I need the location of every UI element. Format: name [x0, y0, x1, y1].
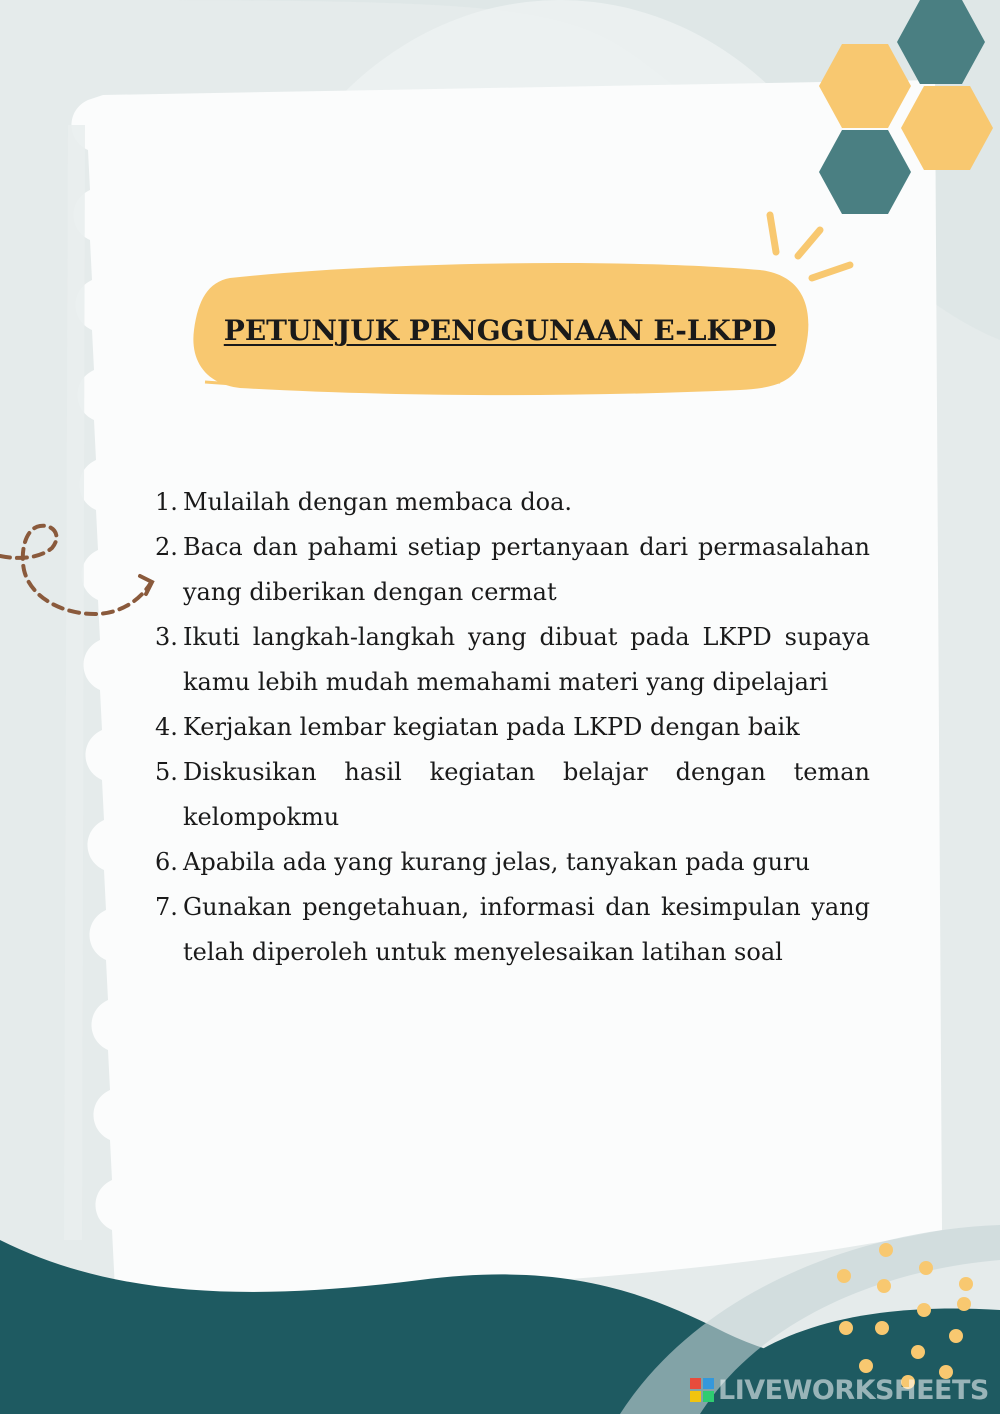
list-item [155, 885, 870, 975]
list-item [155, 525, 870, 615]
item-number: 7. [155, 893, 178, 921]
instruction-list [155, 480, 870, 975]
list-item [155, 480, 870, 525]
item-number: 4. [155, 713, 178, 741]
item-number: 2. [155, 533, 178, 561]
item-number: 3. [155, 623, 178, 651]
list-item [155, 615, 870, 705]
item-text: Mulailah dengan membaca doa. [183, 488, 573, 516]
page-title: PETUNJUK PENGGUNAAN E-LKPD [223, 314, 777, 347]
list-item [155, 840, 870, 885]
list-item [155, 750, 870, 840]
watermark-text: LIVEWORKSHEETS [718, 1374, 989, 1406]
list-item [155, 705, 870, 750]
item-text: Diskusikan hasil kegiatan belajar dengan teman kelompokmu [183, 758, 870, 831]
item-number: 6. [155, 848, 178, 876]
item-number: 1. [155, 488, 178, 516]
item-number: 5. [155, 758, 178, 786]
item-text: Apabila ada yang kurang jelas, tanyakan pada guru [183, 848, 810, 876]
item-text: Kerjakan lembar kegiatan pada LKPD dengan baik [183, 713, 800, 741]
liveworksheets-logo-icon [690, 1378, 714, 1402]
liveworksheets-watermark [690, 1372, 989, 1408]
item-text: Gunakan pengetahuan, informasi dan kesimpulan yang telah diperoleh untuk menyelesaikan latihan soal [183, 893, 870, 966]
item-text: Baca dan pahami setiap pertanyaan dari permasalahan yang diberikan dengan cermat [183, 533, 870, 606]
item-text: Ikuti langkah-langkah yang dibuat pada LKPD supaya kamu lebih mudah memahami materi yang dipelajari [183, 623, 870, 696]
